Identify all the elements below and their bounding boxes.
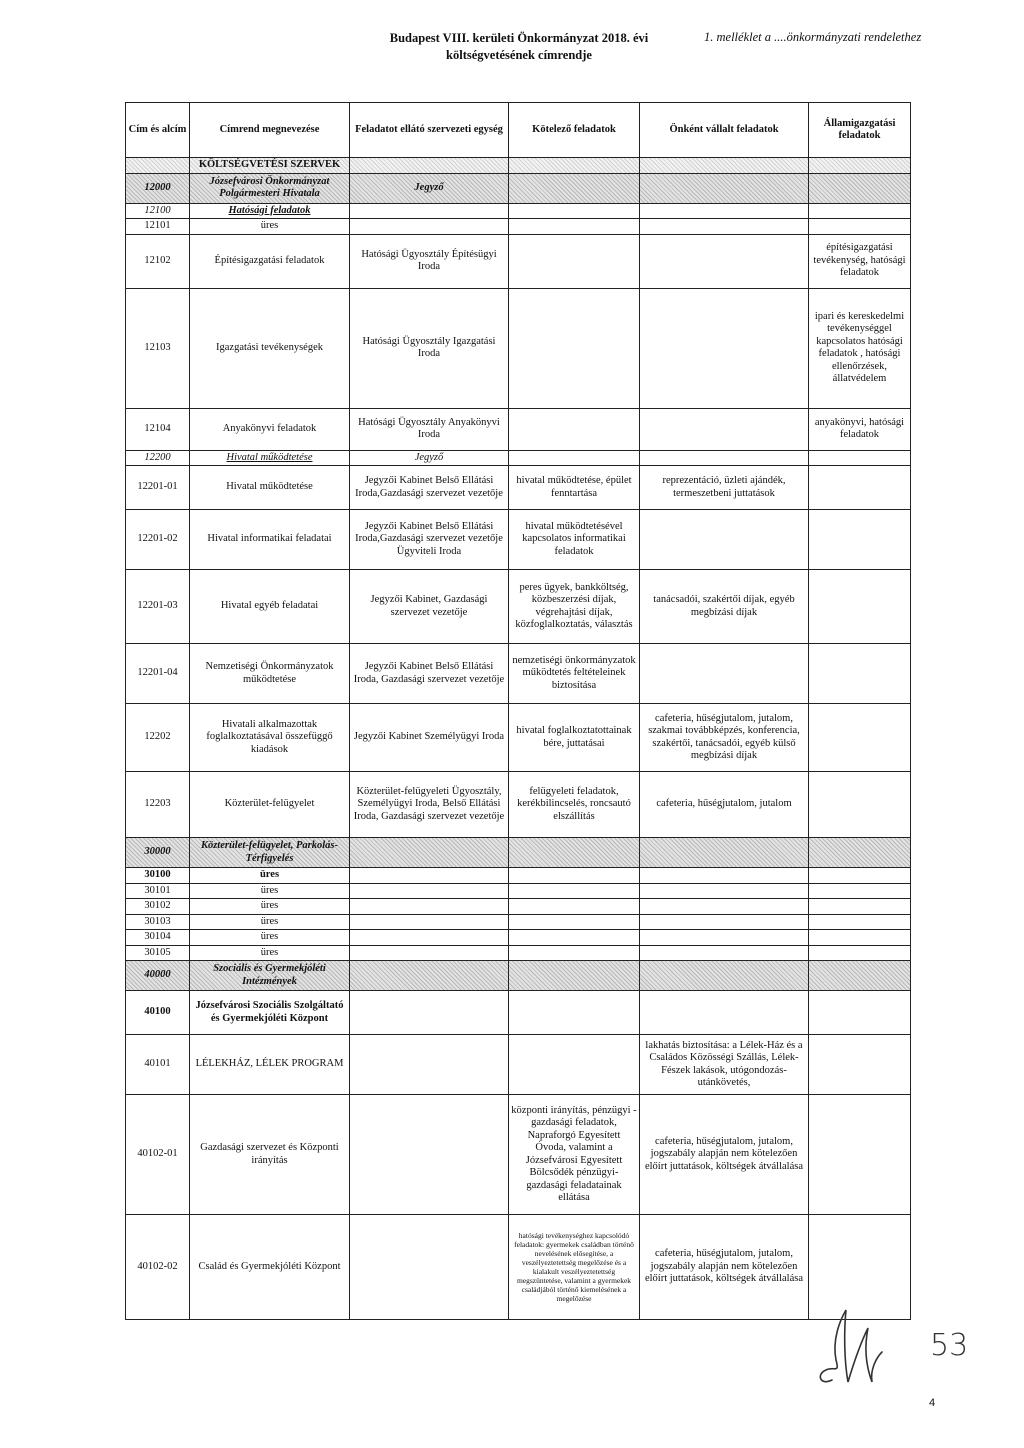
- annex-label: 1. melléklet a ....önkormányzati rendelethez: [704, 30, 922, 44]
- handwritten-signature: [810, 1300, 890, 1390]
- title-row: [126, 838, 911, 868]
- row-name: üres: [190, 883, 350, 899]
- table-row: [126, 203, 911, 219]
- table-row: [126, 1215, 911, 1320]
- row-onkent: lakhatás biztosítása: a Lélek-Ház és a Családos Közösségi Szállás, Lélek-Fészek lakások, utógondozás-utánkövetés,: [640, 1035, 809, 1095]
- row-code: 12201-04: [126, 644, 190, 704]
- row-name: Hivatali alkalmazottak foglalkoztatásával összefüggő kiadások: [190, 704, 350, 772]
- row-name: üres: [190, 899, 350, 915]
- row-code: 30103: [126, 914, 190, 930]
- row-code: 30102: [126, 899, 190, 915]
- section-label: KÖLTSÉGVETÉSI SZERVEK: [190, 158, 350, 174]
- table-row: [126, 408, 911, 450]
- document-title: Budapest VIII. kerületi Önkormányzat 2018. évi: [389, 31, 649, 45]
- row-unit: Hatósági Ügyosztály Építésügyi Iroda: [350, 234, 509, 288]
- row-code: 12202: [126, 704, 190, 772]
- row-onkent: cafeteria, hűségjutalom, jutalom, jogszabály alapján nem kötelezően előírt juttatások, költségek átvállalása: [640, 1095, 809, 1215]
- row-code: 12201-01: [126, 466, 190, 510]
- row-onkent: reprezentáció, üzleti ajándék, termeszetbeni juttatások: [640, 466, 809, 510]
- row-unit: Jegyzői Kabinet Belső Ellátási Iroda, Gazdasági szervezet vezetője: [350, 644, 509, 704]
- table-row: [126, 914, 911, 930]
- col-header-szervezet: Feladatot ellátó szervezeti egység: [350, 103, 509, 158]
- row-name: LÉLEKHÁZ, LÉLEK PROGRAM: [190, 1035, 350, 1095]
- row-name: Anyakönyvi feladatok: [190, 408, 350, 450]
- table-row: [126, 1095, 911, 1215]
- table-row: [126, 945, 911, 961]
- document-subtitle: költségvetésének címrendje: [446, 48, 592, 62]
- col-header-megnevezes: Címrend megnevezése: [190, 103, 350, 158]
- row-name: Hivatal működtetése: [190, 450, 350, 466]
- document-header: [384, 30, 654, 64]
- row-kotelezo: hivatal működtetése, épület fenntartása: [509, 466, 640, 510]
- row-code: 12201-02: [126, 510, 190, 570]
- row-name: Hatósági feladatok: [190, 203, 350, 219]
- row-code: 12102: [126, 234, 190, 288]
- row-allam: ipari és kereskedelmi tevékenységgel kapcsolatos hatósági feladatok , hatósági ellenőrzések, állatvédelem: [809, 288, 911, 408]
- table-row: [126, 899, 911, 915]
- row-code: 12203: [126, 772, 190, 838]
- table-row: [126, 704, 911, 772]
- col-header-cim: Cím és alcím: [126, 103, 190, 158]
- row-unit: Hatósági Ügyosztály Anyakönyvi Iroda: [350, 408, 509, 450]
- row-kotelezo: peres ügyek, bankköltség, közbeszerzési díjak, végrehajtási díjak, közfoglalkoztatás, választás: [509, 570, 640, 644]
- title-row: [126, 173, 911, 203]
- title-row: [126, 961, 911, 991]
- table-row: [126, 510, 911, 570]
- row-allam: építésigazgatási tevékenység, hatósági feladatok: [809, 234, 911, 288]
- row-name: Nemzetiségi Önkormányzatok működtetése: [190, 644, 350, 704]
- row-name: Józsefvárosi Szociális Szolgáltató és Gyermekjóléti Központ: [190, 991, 350, 1035]
- row-code: 12100: [126, 203, 190, 219]
- table-row: [126, 772, 911, 838]
- row-unit: Jegyzői Kabinet, Gazdasági szervezet vezetője: [350, 570, 509, 644]
- table-row: [126, 1035, 911, 1095]
- col-header-kotelezo: Kötelező feladatok: [509, 103, 640, 158]
- row-code: 30000: [126, 838, 190, 868]
- table-row: [126, 883, 911, 899]
- row-kotelezo: hivatal foglalkoztatottainak bére, juttatásai: [509, 704, 640, 772]
- table-row: [126, 466, 911, 510]
- table-row: [126, 868, 911, 884]
- row-code: 12104: [126, 408, 190, 450]
- row-kotelezo: központi irányítás, pénzügyi - gazdasági feladatok, Napraforgó Egyesített Óvoda, valamint a Józsefvárosi Egyesített Bölcsődék pénzügyi-gazdasági feladatainak ellátása: [509, 1095, 640, 1215]
- row-code: 40102-02: [126, 1215, 190, 1320]
- table-row: [126, 570, 911, 644]
- page-number: 4: [929, 1397, 936, 1409]
- row-onkent: tanácsadói, szakértői díjak, egyéb megbízási díjak: [640, 570, 809, 644]
- col-header-allam: Államigazgatási feladatok: [809, 103, 911, 158]
- col-header-onkent: Önként vállalt feladatok: [640, 103, 809, 158]
- table-row: [126, 930, 911, 946]
- row-onkent: cafeteria, hűségjutalom, jutalom, szakmai továbbképzés, konferencia, szakértői, tanácsadói, egyéb külső megbízási díjak: [640, 704, 809, 772]
- row-unit: Jegyzői Kabinet Személyügyi Iroda: [350, 704, 509, 772]
- table-row: [126, 234, 911, 288]
- row-name: üres: [190, 945, 350, 961]
- row-unit: Jegyző: [350, 173, 509, 203]
- row-name: Építésigazgatási feladatok: [190, 234, 350, 288]
- row-unit: Jegyzői Kabinet Belső Ellátási Iroda,Gazdasági szervezet vezetője Ügyviteli Iroda: [350, 510, 509, 570]
- row-code: 12201-03: [126, 570, 190, 644]
- row-code: 12103: [126, 288, 190, 408]
- row-name: üres: [190, 914, 350, 930]
- row-name: üres: [190, 219, 350, 235]
- row-unit: Jegyzői Kabinet Belső Ellátási Iroda,Gazdasági szervezet vezetője: [350, 466, 509, 510]
- row-name: üres: [190, 930, 350, 946]
- row-name: Család és Gyermekjóléti Központ: [190, 1215, 350, 1320]
- row-name: Közterület-felügyelet, Parkolás-Térfigyelés: [190, 838, 350, 868]
- row-code: 40102-01: [126, 1095, 190, 1215]
- row-allam: anyakönyvi, hatósági feladatok: [809, 408, 911, 450]
- row-kotelezo: nemzetiségi önkormányzatok működtetés feltételeinek biztosítása: [509, 644, 640, 704]
- table-header-row: [126, 103, 911, 158]
- row-code: 40101: [126, 1035, 190, 1095]
- row-name: Hivatal informatikai feladatai: [190, 510, 350, 570]
- row-code: 12000: [126, 173, 190, 203]
- row-code: 12200: [126, 450, 190, 466]
- row-code: 30104: [126, 930, 190, 946]
- row-name: Hivatal működtetése: [190, 466, 350, 510]
- row-code: 40000: [126, 961, 190, 991]
- row-code: 40100: [126, 991, 190, 1035]
- row-code: 30105: [126, 945, 190, 961]
- row-kotelezo: felügyeleti feladatok, kerékbilincselés, roncsautó elszállítás: [509, 772, 640, 838]
- row-code: 30101: [126, 883, 190, 899]
- row-name: Igazgatási tevékenységek: [190, 288, 350, 408]
- row-name: Józsefvárosi Önkormányzat Polgármesteri Hivatala: [190, 173, 350, 203]
- budget-table: [125, 102, 911, 1320]
- table-row: [126, 991, 911, 1035]
- row-kotelezo: hatósági tevékenységhez kapcsolódó feladatok: gyermekek családban történő nevelésének elősegítése, a veszélyeztetettség megelőzése és a kialakult veszélyeztetettség megszüntetése, valamint a gyermekek családjából történő kiemelésének a megelőzése: [509, 1215, 640, 1320]
- row-name: Hivatal egyéb feladatai: [190, 570, 350, 644]
- row-unit: Közterület-felügyeleti Ügyosztály, Személyügyi Iroda, Belső Ellátási Iroda, Gazdasági szervezet vezetője: [350, 772, 509, 838]
- row-code: 30100: [126, 868, 190, 884]
- row-kotelezo: hivatal működtetésével kapcsolatos informatikai feladatok: [509, 510, 640, 570]
- table-row: [126, 219, 911, 235]
- row-name: Gazdasági szervezet és Központi irányítás: [190, 1095, 350, 1215]
- row-onkent: cafeteria, hűségjutalom, jutalom, jogszabály alapján nem kötelezően előírt juttatások, költségek átvállalása: [640, 1215, 809, 1320]
- table-row: [126, 644, 911, 704]
- table-row: [126, 288, 911, 408]
- row-onkent: cafeteria, hűségjutalom, jutalom: [640, 772, 809, 838]
- table-row: [126, 450, 911, 466]
- handwritten-page-number: 53: [930, 1328, 969, 1363]
- section-row: [126, 158, 911, 174]
- row-name: Közterület-felügyelet: [190, 772, 350, 838]
- row-name: Szociális és Gyermekjóléti Intézmények: [190, 961, 350, 991]
- row-code: 12101: [126, 219, 190, 235]
- row-unit: Hatósági Ügyosztály Igazgatási Iroda: [350, 288, 509, 408]
- row-unit: Jegyző: [350, 450, 509, 466]
- row-name: üres: [190, 868, 350, 884]
